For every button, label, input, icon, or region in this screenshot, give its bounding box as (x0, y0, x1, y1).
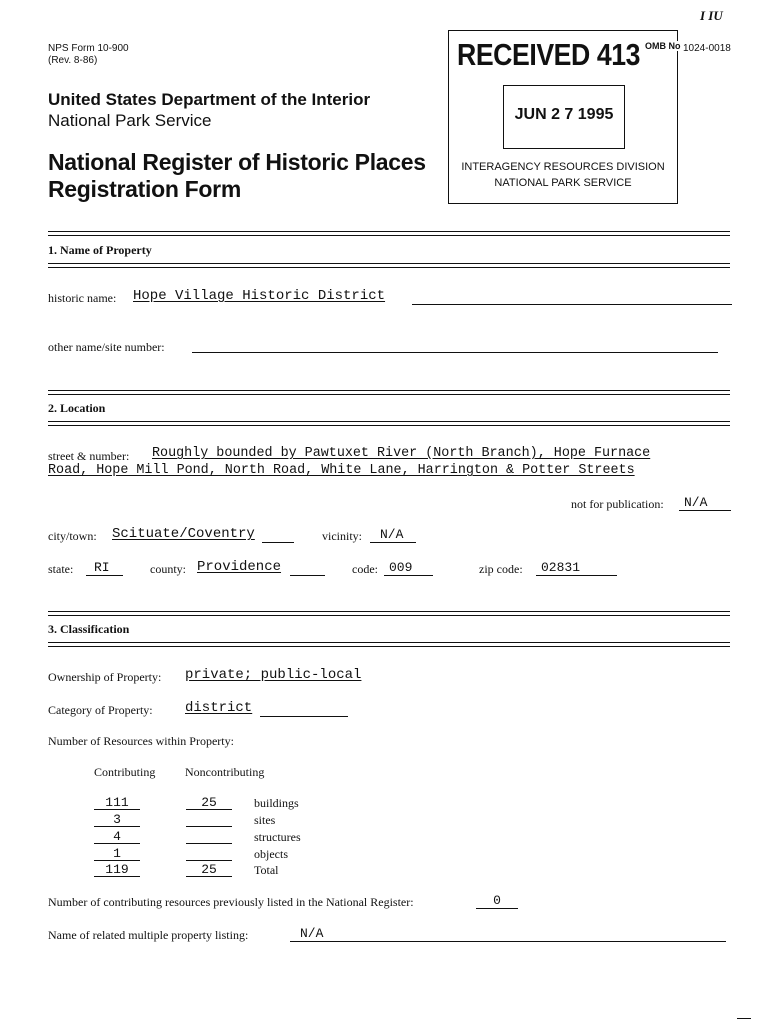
field-underline (476, 908, 518, 909)
noncontributing-count-field[interactable]: 25 (201, 795, 217, 810)
section-rule (48, 390, 730, 391)
state-field[interactable]: RI (94, 560, 110, 575)
resources-label: Number of Resources within Property: (48, 734, 234, 748)
field-underline (290, 575, 325, 576)
section-rule (48, 394, 730, 395)
form-subtitle: Registration Form (48, 176, 241, 202)
contributing-total-field[interactable]: 119 (105, 862, 129, 877)
street-field-line1[interactable]: Roughly bounded by Pawtuxet River (North Branch), Hope Furnace (152, 446, 651, 461)
resource-type-label: sites (254, 813, 276, 827)
field-underline (186, 826, 232, 827)
field-underline (186, 843, 232, 844)
previously-listed-label: Number of contributing resources previously listed in the National Register: (48, 895, 414, 909)
city-label: city/town: (48, 529, 97, 543)
field-underline (94, 860, 140, 861)
section-rule (48, 267, 730, 268)
multiple-property-label: Name of related multiple property listing: (48, 928, 249, 942)
zip-code-label: zip code: (479, 562, 523, 576)
omb-number: 1024-0018 (683, 43, 731, 54)
other-name-label: other name/site number: (48, 340, 165, 354)
historic-name-field[interactable]: Hope Village Historic District (133, 288, 386, 304)
field-underline (290, 941, 726, 942)
not-for-publication-field[interactable]: N/A (684, 495, 708, 510)
field-underline (94, 876, 140, 877)
section-rule (48, 235, 730, 236)
county-label: county: (150, 562, 186, 576)
department-name: United States Department of the Interior (48, 90, 371, 109)
noncontributing-total-field[interactable]: 25 (201, 862, 217, 877)
section-rule (48, 611, 730, 612)
resource-type-label: buildings (254, 796, 299, 810)
section-3-heading: 3. Classification (48, 622, 130, 636)
agency-name: National Park Service (48, 111, 212, 130)
section-rule (48, 642, 730, 643)
page-edge-mark (737, 1018, 751, 1019)
field-underline (262, 542, 294, 543)
form-title: National Register of Historic Places (48, 149, 426, 175)
field-underline (94, 843, 140, 844)
corner-handwritten-mark: I IU (700, 8, 723, 23)
section-rule (48, 421, 730, 422)
form-revision: (Rev. 8-86) (48, 55, 98, 66)
street-label: street & number: (48, 449, 130, 463)
category-field[interactable]: district (185, 700, 253, 716)
form-number: NPS Form 10-900 (48, 43, 129, 54)
table-row (0, 862, 770, 878)
contributing-count-field[interactable]: 111 (105, 795, 129, 810)
field-underline (536, 575, 617, 576)
field-underline (186, 876, 232, 877)
field-underline (384, 575, 433, 576)
previously-listed-field[interactable]: 0 (493, 893, 501, 908)
table-row (0, 795, 770, 811)
ownership-label: Ownership of Property: (48, 670, 162, 684)
field-underline (186, 860, 232, 861)
stamp-division: INTERAGENCY RESOURCES DIVISION (461, 161, 665, 173)
zip-code-field[interactable]: 02831 (541, 560, 581, 575)
code-label: code: (352, 562, 378, 576)
section-2-heading: 2. Location (48, 401, 106, 415)
contributing-column-header: Contributing (94, 765, 156, 779)
field-underline (679, 510, 731, 511)
table-row (0, 846, 770, 862)
resource-type-label: Total (254, 863, 279, 877)
section-rule (48, 231, 730, 232)
section-rule (48, 263, 730, 264)
field-underline (94, 826, 140, 827)
city-field[interactable]: Scituate/Coventry (112, 526, 255, 542)
other-name-field[interactable] (192, 352, 718, 353)
received-stamp (448, 30, 681, 204)
not-for-publication-label: not for publication: (571, 497, 664, 511)
section-rule (48, 615, 730, 616)
vicinity-field[interactable]: N/A (380, 527, 404, 542)
state-label: state: (48, 562, 74, 576)
contributing-count-field[interactable]: 1 (113, 846, 121, 861)
section-1-heading: 1. Name of Property (48, 243, 152, 257)
ownership-field[interactable]: private; public-local (185, 667, 362, 683)
field-underline (94, 809, 140, 810)
street-field-line2[interactable]: Road, Hope Mill Pond, North Road, White Lane, Harrington & Potter Streets (48, 463, 635, 478)
category-label: Category of Property: (48, 703, 153, 717)
contributing-count-field[interactable]: 3 (113, 812, 121, 827)
omb-label-fragment: OMB No (645, 41, 681, 51)
section-rule (48, 425, 730, 426)
vicinity-label: vicinity: (322, 529, 362, 543)
resource-type-label: structures (254, 830, 301, 844)
county-field[interactable]: Providence (197, 559, 282, 575)
historic-name-label: historic name: (48, 291, 117, 305)
field-underline (370, 542, 416, 543)
multiple-property-field[interactable]: N/A (300, 926, 324, 941)
table-row (0, 812, 770, 828)
received-stamp-heading: RECEIVED 413 (457, 37, 641, 72)
field-underline (186, 809, 232, 810)
date-box (503, 85, 625, 149)
contributing-count-field[interactable]: 4 (113, 829, 121, 844)
section-rule (48, 646, 730, 647)
field-underline (260, 716, 348, 717)
table-row (0, 829, 770, 845)
resource-type-label: objects (254, 847, 288, 861)
field-underline (86, 575, 123, 576)
received-date: JUN 2 7 1995 (514, 106, 614, 123)
code-field[interactable]: 009 (389, 560, 413, 575)
noncontributing-column-header: Noncontributing (185, 765, 265, 779)
field-underline (412, 304, 732, 305)
stamp-service: NATIONAL PARK SERVICE (494, 177, 632, 189)
